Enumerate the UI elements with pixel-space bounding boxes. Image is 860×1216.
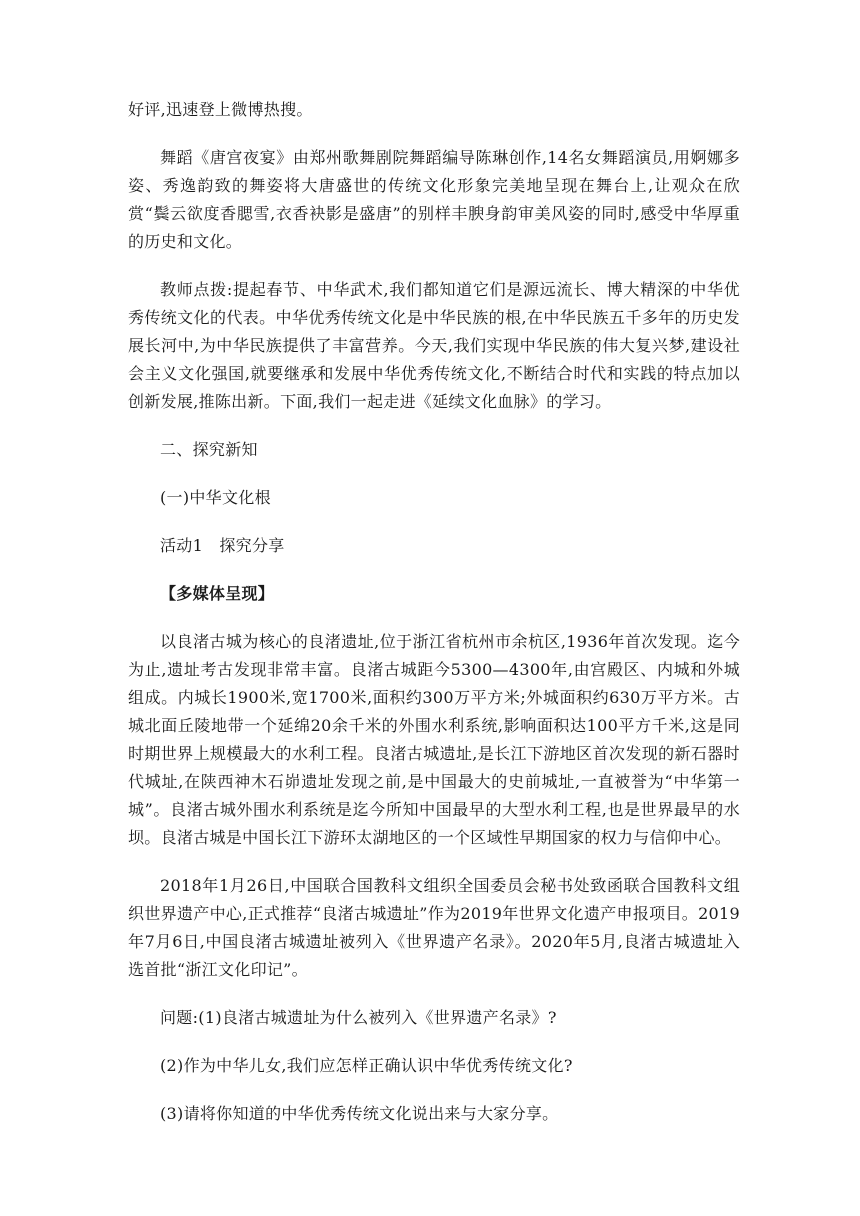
paragraph-continuation: 好评,迅速登上微博热搜。 bbox=[128, 100, 313, 119]
paragraph-teacher-guidance: 教师点拨:提起春节、中华武术,我们都知道它们是源远流长、博大精深的中华优秀传统文化的代表。中华优秀传统文化是中华民族的根,在中华民族五千多年的历史发展长河中,为中华民族提供了丰富营养。今天,我们实现中华民族的伟大复兴梦,建设社会主义文化强国,就要继承和发展中华优秀传统文化,不断结合时代和实践的特点加以创新发展,推陈出新。下面,我们一起走进《延续文化血脉》的学习。 bbox=[128, 280, 740, 411]
subsection-heading: (一)中华文化根 bbox=[160, 488, 271, 507]
paragraph-dance-description: 舞蹈《唐宫夜宴》由郑州歌舞剧院舞蹈编导陈琳创作,14名女舞蹈演员,用婀娜多姿、秀逸韵致的舞姿将大唐盛世的传统文化形象完美地呈现在舞台上,让观众在欣赏“鬓云欲度香腮雪,衣香袂影是盛唐”的别样丰腴身韵审美风姿的同时,感受中华厚重的历史和文化。 bbox=[128, 148, 740, 251]
paragraph-liangzhu-site: 以良渚古城为核心的良渚遗址,位于浙江省杭州市余杭区,1936年首次发现。迄今为止,遗址考古发现非常丰富。良渚古城距今5300—4300年,由宫殿区、内城和外城组成。内城长1900米,宽1700米,面积约300万平方米;外城面积约630万平方米。古城北面丘陵地带一个延绵20余千米的外围水利系统,影响面积达100平方千米,这是同时期世界上规模最大的水利工程。良渚古城遗址,是长江下游地区首次发现的新石器时代城址,在陕西神木石峁遗址发现之前,是中国最大的史前城址,一直被誉为“中华第一城”。良渚古城外围水利系统是迄今所知中国最早的大型水利工程,也是世界最早的水坝。良渚古城是中国长江下游环太湖地区的一个区域性早期国家的权力与信仰中心。 bbox=[128, 632, 740, 847]
document-body bbox=[128, 96, 740, 1128]
activity-heading: 活动1 探究分享 bbox=[160, 536, 285, 555]
paragraph-world-heritage: 2018年1月26日,中国联合国教科文组织全国委员会秘书处致函联合国教科文组织世界遗产中心,正式推荐“良渚古城遗址”作为2019年世界文化遗产申报项目。2019年7月6日,中国良渚古城遗址被列入《世界遗产名录》。2020年5月,良渚古城遗址入选首批“浙江文化印记”。 bbox=[128, 876, 740, 979]
question-2: (2)作为中华儿女,我们应怎样正确认识中华优秀传统文化? bbox=[160, 1056, 573, 1075]
multimedia-heading: 【多媒体呈现】 bbox=[160, 584, 275, 603]
question-3: (3)请将你知道的中华优秀传统文化说出来与大家分享。 bbox=[160, 1104, 559, 1123]
section-heading: 二、探究新知 bbox=[160, 440, 258, 459]
question-1: 问题:(1)良渚古城遗址为什么被列入《世界遗产名录》? bbox=[160, 1008, 557, 1027]
